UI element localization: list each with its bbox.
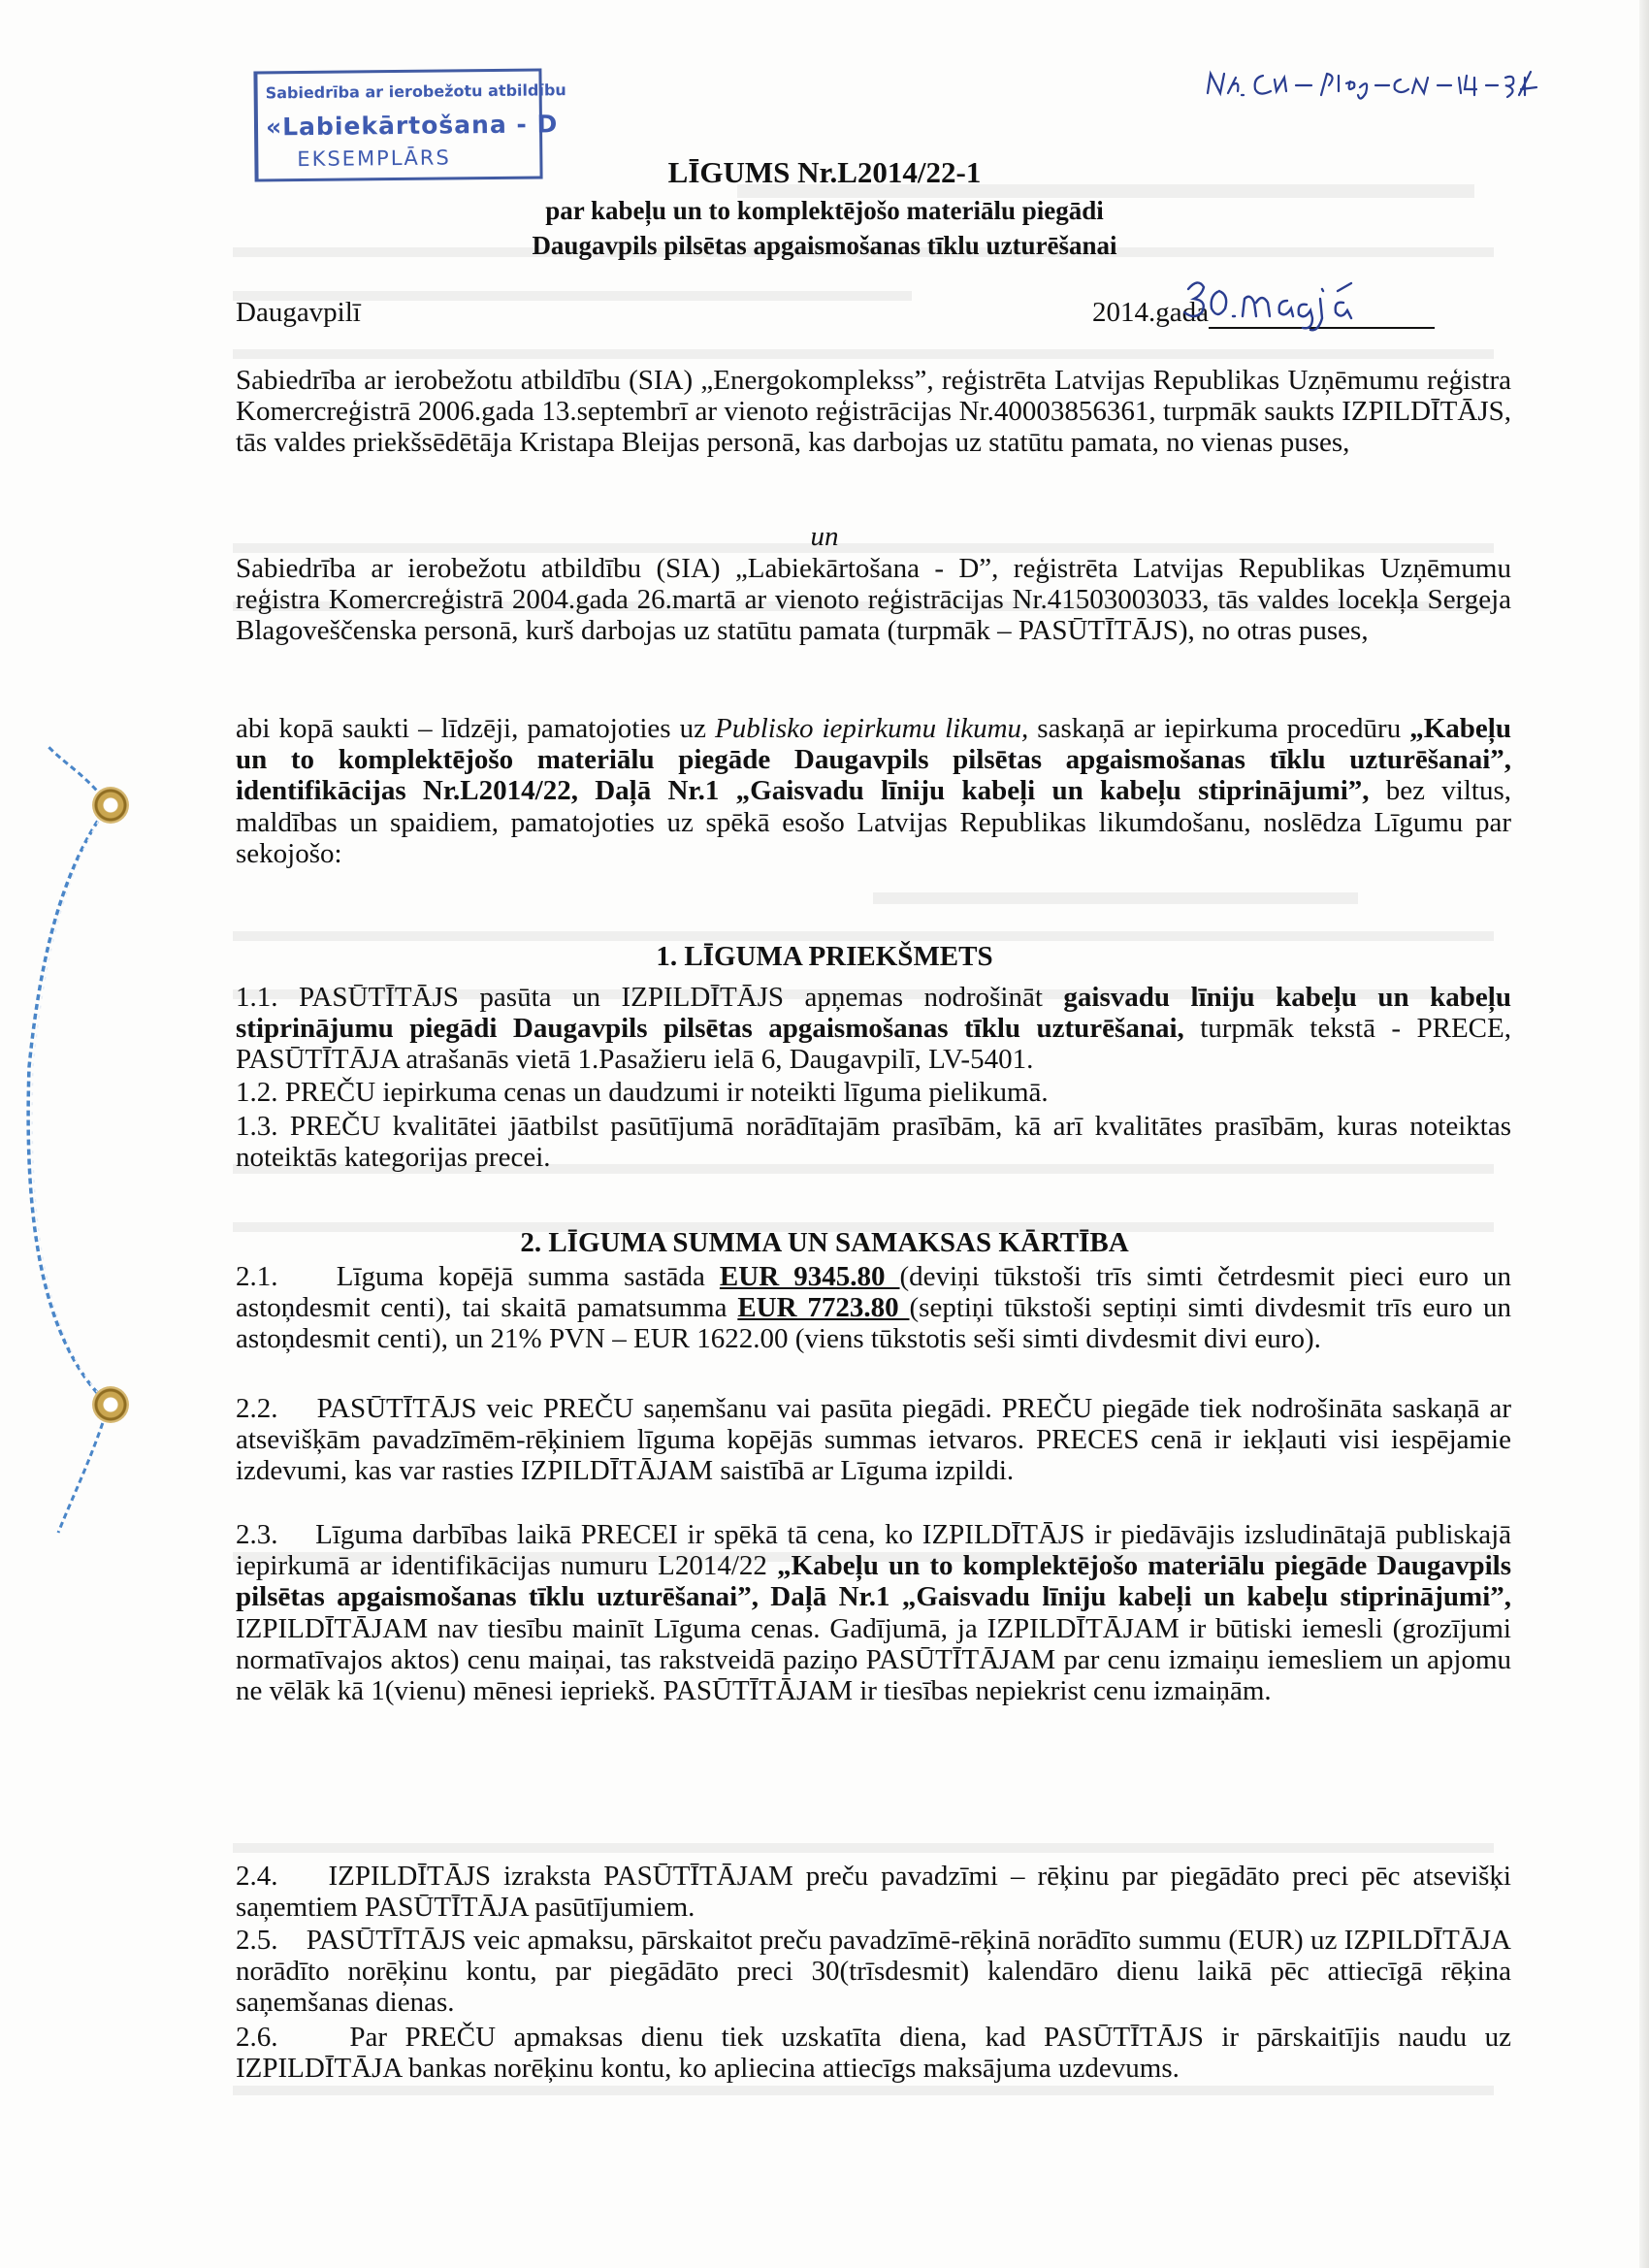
- clause-2-6-number: 2.6.: [236, 2022, 278, 2053]
- clause-2-6-text: Par PREČU apmaksas dienu tiek uzskatīta diena, kad PASŪTĪTĀJS ir pārskaitījis naudu uz IZPILDĪTĀJA bankas norēķinu kontu, ko apliecina attiecīgs maksājuma uzdevums.: [236, 2022, 1512, 2085]
- contract-subtitle-1: par kabeļu un to komplektējošo materiālu piegādi: [545, 196, 1104, 225]
- contract-title: LĪGUMS Nr.L2014/22-1: [667, 155, 982, 189]
- clause-2-1-text-a: Līguma kopējā summa sastāda: [336, 1261, 720, 1292]
- section-2-heading: 2. LĪGUMA SUMMA UN SAMAKSAS KĀRTĪBA: [520, 1227, 1129, 1258]
- section-1-heading: 1. LĪGUMA PRIEKŠMETS: [656, 941, 993, 972]
- clause-2-5-text: PASŪTĪTĀJS veic apmaksu, pārskaitot preču pavadzīmē-rēķinā norādīto summu (EUR) uz IZPILDĪTĀJA norādīto norēķinu kontu, par piegādāto preci 30(trīsdesmit) kalendāro dienu laikā pēc attiecīgā rēķina saņemšanas dienas.: [236, 1925, 1511, 2019]
- clause-2-1-number: 2.1.: [236, 1261, 278, 1292]
- clause-2-3-number: 2.3.: [236, 1519, 278, 1550]
- clause-2-2-text: PASŪTĪTĀJS veic PREČU saņemšanu vai pasūta piegādi. PREČU piegāde tiek nodrošināta saskaņā ar atsevišķām pavadzīmēm-rēķiniem līguma kopējās summas ietvaros. PRECES cenā ir iekļauti visi iespējamie izdevumi, kas var rasties IZPILDĪTĀJAM saistībā ar Līguma izpildi.: [236, 1393, 1511, 1487]
- clause-1-1-bold: gaisvadu līniju kabeļu un kabeļu stiprinājumu piegādi Daugavpils pilsētas apgaismošanas tīklu uzturēšanai,: [236, 982, 1511, 1045]
- clause-2-6: [236, 2022, 1511, 2084]
- basis-text-b: saskaņā ar iepirkuma procedūru: [1028, 713, 1410, 744]
- stamp-line-3: EKSEMPLĀRS: [297, 146, 451, 172]
- clause-1-1-text-a: 1.1. PASŪTĪTĀJS pasūta un IZPILDĪTĀJS apņemas nodrošināt: [236, 982, 1064, 1013]
- basis-text-a: abi kopā saukti – līdzēji, pamatojoties uz: [236, 713, 715, 744]
- clause-1-1: [236, 982, 1511, 1076]
- clause-1-3: 1.3. PREČU kvalitātei jāatbilst pasūtījumā norādītajām prasībām, kā arī kvalitātes prasībām, kuras noteiktas noteiktās kategorijas precei.: [236, 1111, 1511, 1174]
- basis-text-c: bez viltus, maldības un spaidiem, pamatojoties uz spēkā esošo Latvijas Republikas likumdošanu, noslēdza Līgumu par sekojošo:: [236, 775, 1512, 869]
- party-customer: Sabiedrība ar ierobežotu atbildību (SIA) „Labiekārtošana - D”, reģistrēta Latvijas Republikas Uzņēmumu reģistra Komercreģistrā 2004.gada 26.martā ar vienoto reģistrācijas Nr.41503003033, tās valdes locekļa Sergeja Blagoveščenska personā, kurš darbojas uz statūtu pamata (turpmāk – PASŪTĪTĀJS), no otras puses,: [236, 553, 1511, 647]
- basis-procedure-name: „Kabeļu un to komplektējošo materiālu piegāde Daugavpils pilsētas apgaismošanas tīklu uzturēšanai”, identifikācijas Nr.L2014/22, Daļā Nr.1 „Gaisvadu līniju kabeļi un kabeļu stiprinājumi”,: [236, 713, 1511, 807]
- party-executor: Sabiedrība ar ierobežotu atbildību (SIA) „Energokomplekss”, reģistrēta Latvijas Republikas Uzņēmumu reģistra Komercreģistrā 2006.gada 13.septembrī ar vienoto reģistrācijas Nr.40003856361, turpmāk saukts IZPILDĪTĀJS, tās valdes priekšsēdētāja Kristapa Bleijas personā, kas darbojas uz statūtu pamata, no vienas puses,: [236, 365, 1511, 459]
- contract-total-amount: EUR 9345.80: [719, 1261, 900, 1292]
- contract-subtitle-2: Daugavpils pilsētas apgaismošanas tīklu uzturēšanai: [532, 231, 1117, 260]
- page-edge: [1639, 0, 1649, 2268]
- clause-2-1: [236, 1261, 1511, 1355]
- parties-basis-paragraph: [236, 713, 1511, 869]
- clause-2-4-text: IZPILDĪTĀJS izraksta PASŪTĪTĀJAM preču pavadzīmi – rēķinu par piegādāto preci pēc atsevišķi saņemtiem PASŪTĪTĀJA pasūtījumiem.: [236, 1861, 1511, 1924]
- clause-1-2: 1.2. PREČU iepirkuma cenas un daudzumi ir noteikti līguma pielikumā.: [236, 1077, 1049, 1108]
- date-prefix: 2014.gada: [1092, 297, 1209, 328]
- clause-1-1-text-b: turpmāk tekstā - PRECE, PASŪTĪTĀJA atrašanās vietā 1.Pasažieru ielā 6, Daugavpilī, LV-5401.: [236, 1013, 1511, 1076]
- clause-2-1-text-b: (deviņi tūkstoši trīs simti četrdesmit pieci euro un astoņdesmit centi), tai skaitā pamatsumma: [236, 1261, 1511, 1324]
- binding-string: [0, 0, 194, 2268]
- conjunction-and: un: [810, 521, 839, 552]
- clause-2-3: [236, 1519, 1511, 1706]
- basis-law-name: Publisko iepirkumu likumu,: [714, 713, 1029, 744]
- clause-2-4-number: 2.4.: [236, 1861, 278, 1892]
- clause-2-3-text-a: Līguma darbības laikā PRECEI ir spēkā tā cena, ko IZPILDĪTĀJS ir piedāvājis izsludinātajā publiskajā iepirkumā ar identifikācijas numuru L2014/22: [236, 1519, 1512, 1582]
- clause-2-4: [236, 1861, 1511, 1923]
- clause-2-3-text-b: IZPILDĪTĀJAM nav tiesību mainīt Līguma cenas. Gadījumā, ja IZPILDĪTĀJAM ir būtiski iemesli (grozījumi normatīvajos aktos) cenu maiņai, tas rakstveidā paziņo PASŪTĪTĀJAM par cenu izmaiņu iemesliem un apjomu ne vēlāk kā 1(vienu) mēnesi iepriekš. PASŪTĪTĀJAM ir tiesības nepiekrist cenu izmaiņām.: [236, 1612, 1511, 1707]
- binding-eyelet-top: [92, 787, 129, 824]
- handwritten-registration-number: [1203, 66, 1542, 105]
- clause-2-1-text-c: (septiņi tūkstoši septiņi simti divdesmit trīs euro un astoņdesmit centi), un 21% PVN – EUR 1622.00 (viens tūkstotis seši simti divdesmit divi euro).: [236, 1292, 1511, 1355]
- clause-2-3-bold: „Kabeļu un to komplektējošo materiālu piegāde Daugavpils pilsētas apgaismošanas tīklu uzturēšanai”, Daļā Nr.1 „Gaisvadu līniju kabeļi un kabeļu stiprinājumi”,: [236, 1550, 1511, 1613]
- binding-eyelet-bottom: [92, 1386, 129, 1423]
- stamp-line-2: «Labiekārtošana - D: [265, 110, 559, 142]
- place-of-signing: Daugavpilī: [236, 297, 361, 328]
- clause-2-5: [236, 1925, 1511, 2019]
- clause-2-2-number: 2.2.: [236, 1393, 278, 1424]
- contract-base-amount: EUR 7723.80: [737, 1292, 910, 1324]
- clause-2-5-number: 2.5.: [236, 1925, 278, 1956]
- stamp-line-1: Sabiedrība ar ierobežotu atbildību: [265, 81, 566, 103]
- handwritten-date: [1177, 270, 1371, 334]
- clause-2-2: [236, 1393, 1511, 1487]
